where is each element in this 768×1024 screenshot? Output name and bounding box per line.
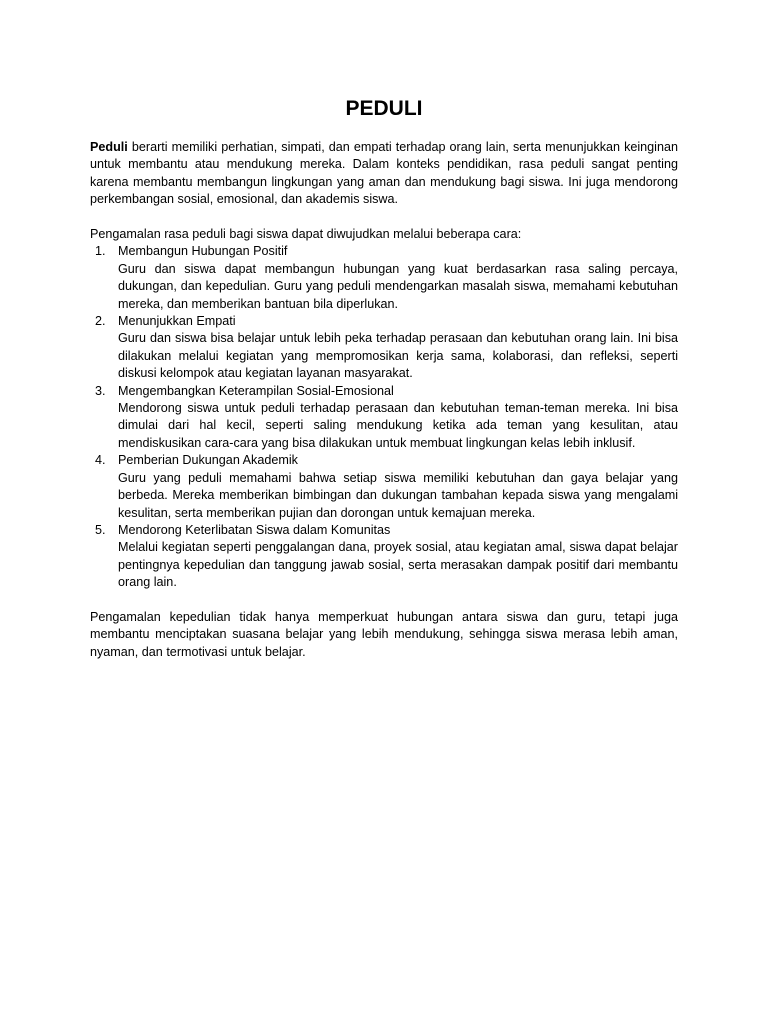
list-item-heading: Menunjukkan Empati: [118, 314, 236, 329]
paragraph-spacer: [90, 592, 678, 609]
paragraph-spacer: [90, 209, 678, 226]
list-item-description: Guru yang peduli memahami bahwa setiap siswa memiliki kebutuhan dan gaya belajar yang berbeda. Mereka memberikan bimbingan dan dukungan tambahan kepada siswa yang mengalami kesulitan, serta memberikan pujian dan dorongan untuk kemajuan mereka.: [118, 470, 678, 520]
list-item-2: [90, 313, 678, 383]
list-item-number: 3.: [95, 383, 106, 398]
list-item-number: 5.: [95, 522, 106, 537]
list-item-5: [90, 522, 678, 592]
list-item-description: Melalui kegiatan seperti penggalangan dana, proyek sosial, atau kegiatan amal, siswa dapat belajar pentingnya kepedulian dan tanggung jawab sosial, serta merasakan dampak positif dari membantu orang lain.: [118, 540, 678, 590]
list-item-3: [90, 383, 678, 453]
list-item-description: Mendorong siswa untuk peduli terhadap perasaan dan kebutuhan teman-teman mereka. Ini bisa dimulai dari hal kecil, seperti saling mendukung ketika ada teman yang kesulitan, atau mendiskusikan cara-cara yang bisa dilakukan untuk membuat lingkungan kelas lebih inklusif.: [118, 401, 678, 450]
list-item-heading: Mendorong Keterlibatan Siswa dalam Komunitas: [118, 522, 391, 537]
document-body: [90, 92, 678, 661]
intro-paragraph: [90, 139, 678, 209]
intro-term: Peduli: [90, 140, 128, 154]
list-item-number: 2.: [95, 314, 106, 329]
list-item-description: Guru dan siswa dapat membangun hubungan yang kuat berdasarkan rasa saling percaya, dukungan, dan kepedulian. Guru yang peduli mendengarkan masalah siswa, memahami kebutuhan mereka, dan memberikan bantuan bila diperlukan.: [118, 261, 678, 311]
list-item-heading: Membangun Hubungan Positif: [118, 244, 288, 259]
list-item-number: 4.: [95, 453, 106, 468]
list-intro: Pengamalan rasa peduli bagi siswa dapat diwujudkan melalui beberapa cara:: [90, 227, 522, 242]
list-item-description: Guru dan siswa bisa belajar untuk lebih peka terhadap perasaan dan kebutuhan orang lain. Ini bisa dilakukan melalui kegiatan yang mempromosikan kerja sama, kolaborasi, dan refleksi, seperti diskusi kelompok atau kegiatan layanan masyarakat.: [118, 331, 678, 381]
intro-text: berarti memiliki perhatian, simpati, dan empati terhadap orang lain, serta menunjukkan keinginan untuk membantu atau mendukung mereka. Dalam konteks pendidikan, rasa peduli sangat penting karena membantu membangun lingkungan yang aman dan mendukung bagi siswa. Ini juga mendorong perkembangan sosial, emosional, dan akademis siswa.: [90, 140, 678, 207]
list-item-4: [90, 452, 678, 522]
page-title: PEDULI: [345, 97, 423, 120]
list-item-number: 1.: [95, 244, 106, 259]
list-item-heading: Mengembangkan Keterampilan Sosial-Emosional: [118, 383, 394, 398]
list-item-1: [90, 243, 678, 313]
list-item-heading: Pemberian Dukungan Akademik: [118, 453, 298, 468]
methods-list: [90, 243, 678, 591]
conclusion-paragraph: Pengamalan kepedulian tidak hanya memperkuat hubungan antara siswa dan guru, tetapi juga membantu menciptakan suasana belajar yang lebih mendukung, sehingga siswa merasa lebih aman, nyaman, dan termotivasi untuk belajar.: [90, 609, 678, 659]
